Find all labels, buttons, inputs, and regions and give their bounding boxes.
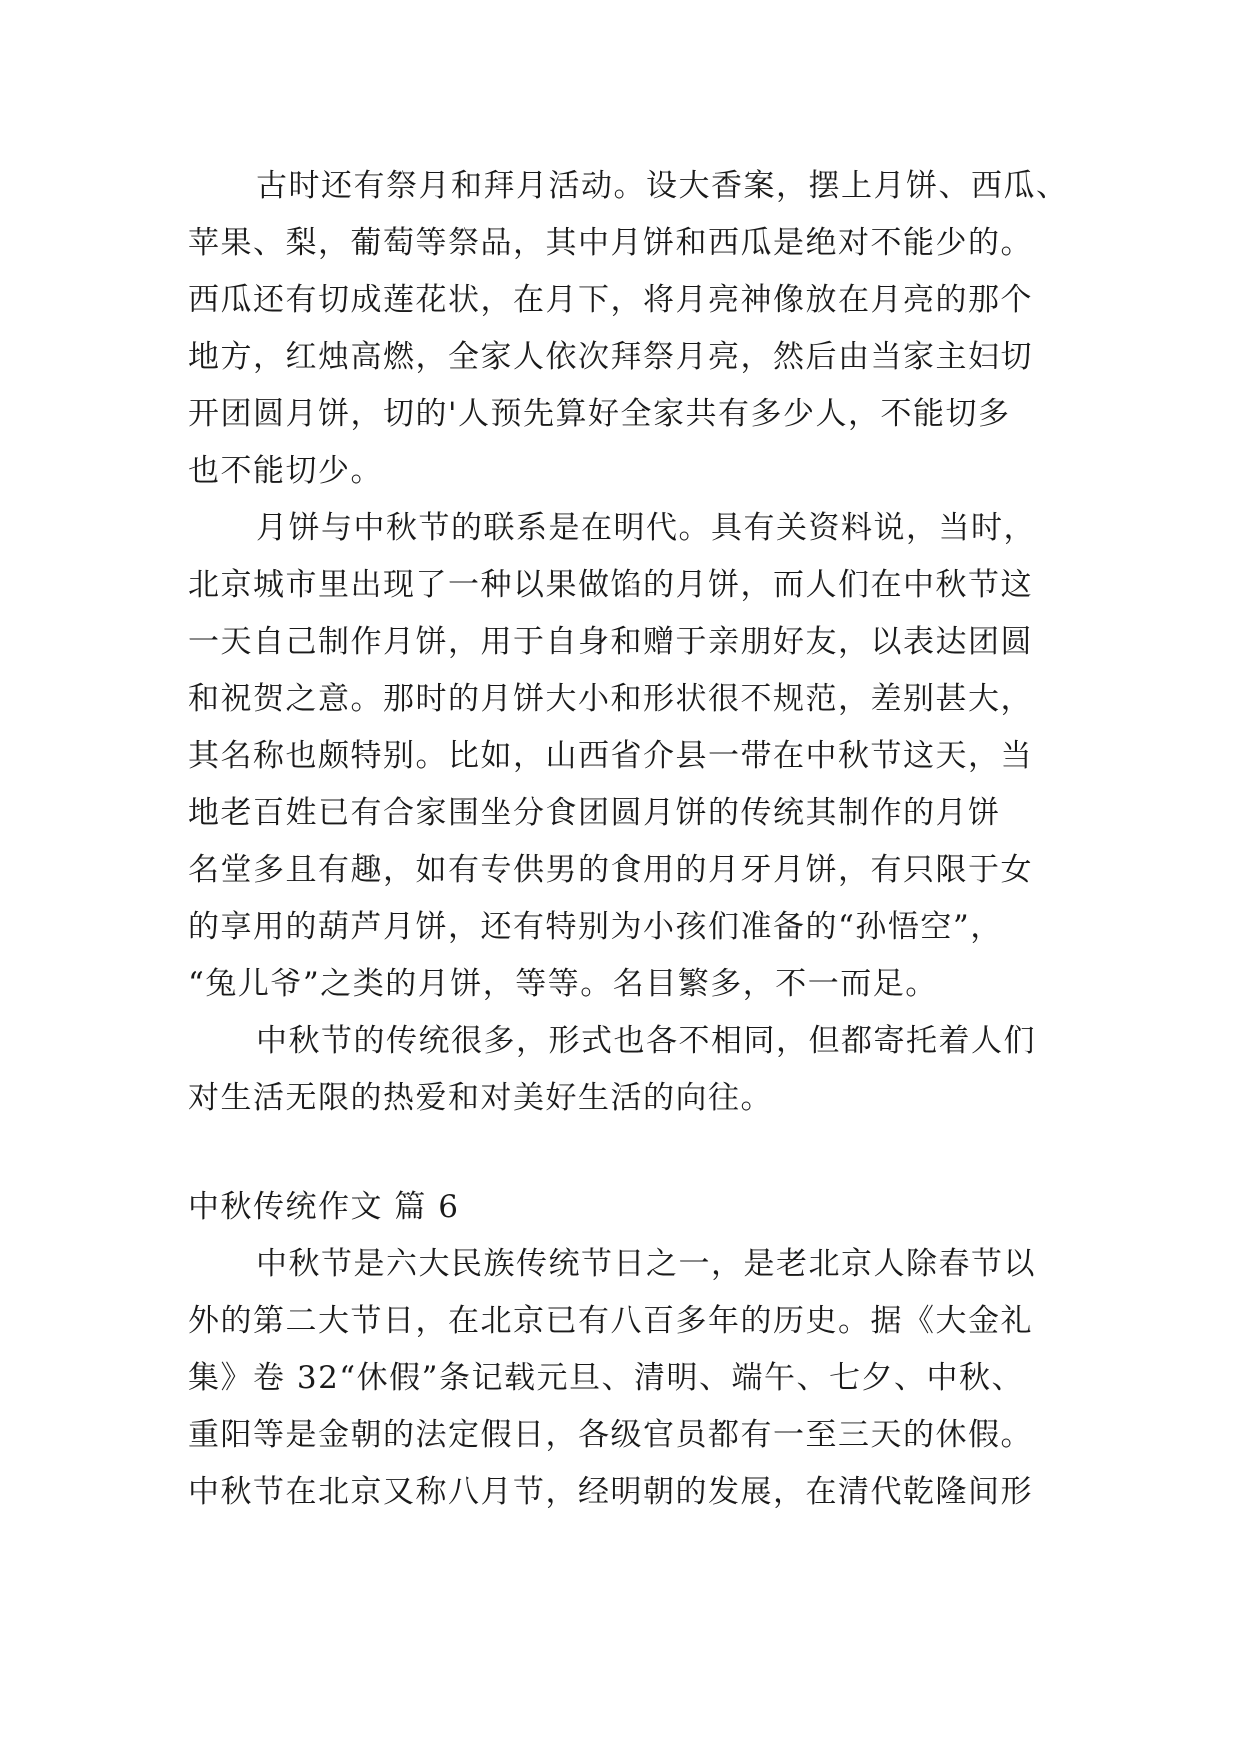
text-line: 月饼与中秋节的联系是在明代。具有关资料说，当时， xyxy=(256,510,1036,546)
text-line: 对生活无限的热爱和对美好生活的向往。 xyxy=(188,1080,773,1116)
paragraph-conclusion xyxy=(188,1013,1068,1127)
paragraph-beijing-festival xyxy=(188,1236,1068,1521)
text-line: 地老百姓已有合家围坐分食团圆月饼的传统其制作的月饼 xyxy=(188,795,1001,831)
text-line: 外的第二大节日，在北京已有八百多年的历史。据《大金礼 xyxy=(188,1303,1033,1339)
text-line: 开团圆月饼，切的'人预先算好全家共有多少人，不能切多 xyxy=(188,396,1011,432)
text-line: 名堂多且有趣，如有专供男的食用的月牙月饼，有只限于女 xyxy=(188,852,1033,888)
text-line: 重阳等是金朝的法定假日，各级官员都有一至三天的休假。 xyxy=(188,1417,1033,1453)
text-line: 北京城市里出现了一种以果做馅的月饼，而人们在中秋节这 xyxy=(188,567,1033,603)
text-line: “兔儿爷”之类的月饼，等等。名目繁多，不一而足。 xyxy=(188,966,938,1002)
section-heading: 中秋传统作文 篇 6 xyxy=(188,1189,460,1225)
section-spacer xyxy=(188,1127,1068,1179)
text-line: 和祝贺之意。那时的月饼大小和形状很不规范，差别甚大， xyxy=(188,681,1033,717)
text-line: 一天自己制作月饼，用于自身和赠于亲朋好友，以表达团圆 xyxy=(188,624,1033,660)
document-body xyxy=(188,158,1068,1521)
text-line: 集》卷 32“休假”条记载元旦、清明、端午、七夕、中秋、 xyxy=(188,1360,1024,1396)
text-line: 中秋节在北京又称八月节，经明朝的发展，在清代乾隆间形 xyxy=(188,1474,1033,1510)
text-line: 中秋节的传统很多，形式也各不相同，但都寄托着人们 xyxy=(256,1023,1036,1059)
text-line: 西瓜还有切成莲花状，在月下，将月亮神像放在月亮的那个 xyxy=(188,282,1033,318)
text-line: 古时还有祭月和拜月活动。设大香案，摆上月饼、西瓜、 xyxy=(256,168,1069,204)
text-line: 苹果、梨，葡萄等祭品，其中月饼和西瓜是绝对不能少的。 xyxy=(188,225,1033,261)
text-line: 地方，红烛高燃，全家人依次拜祭月亮，然后由当家主妇切 xyxy=(188,339,1033,375)
paragraph-mooncake-history xyxy=(188,500,1068,1013)
paragraph-moon-worship xyxy=(188,158,1068,500)
text-line: 其名称也颇特别。比如，山西省介县一带在中秋节这天，当 xyxy=(188,738,1033,774)
text-line: 也不能切少。 xyxy=(188,453,383,489)
text-line: 的享用的葫芦月饼，还有特别为小孩们准备的“孙悟空”， xyxy=(188,909,1003,945)
text-line: 中秋节是六大民族传统节日之一，是老北京人除春节以 xyxy=(256,1246,1036,1282)
